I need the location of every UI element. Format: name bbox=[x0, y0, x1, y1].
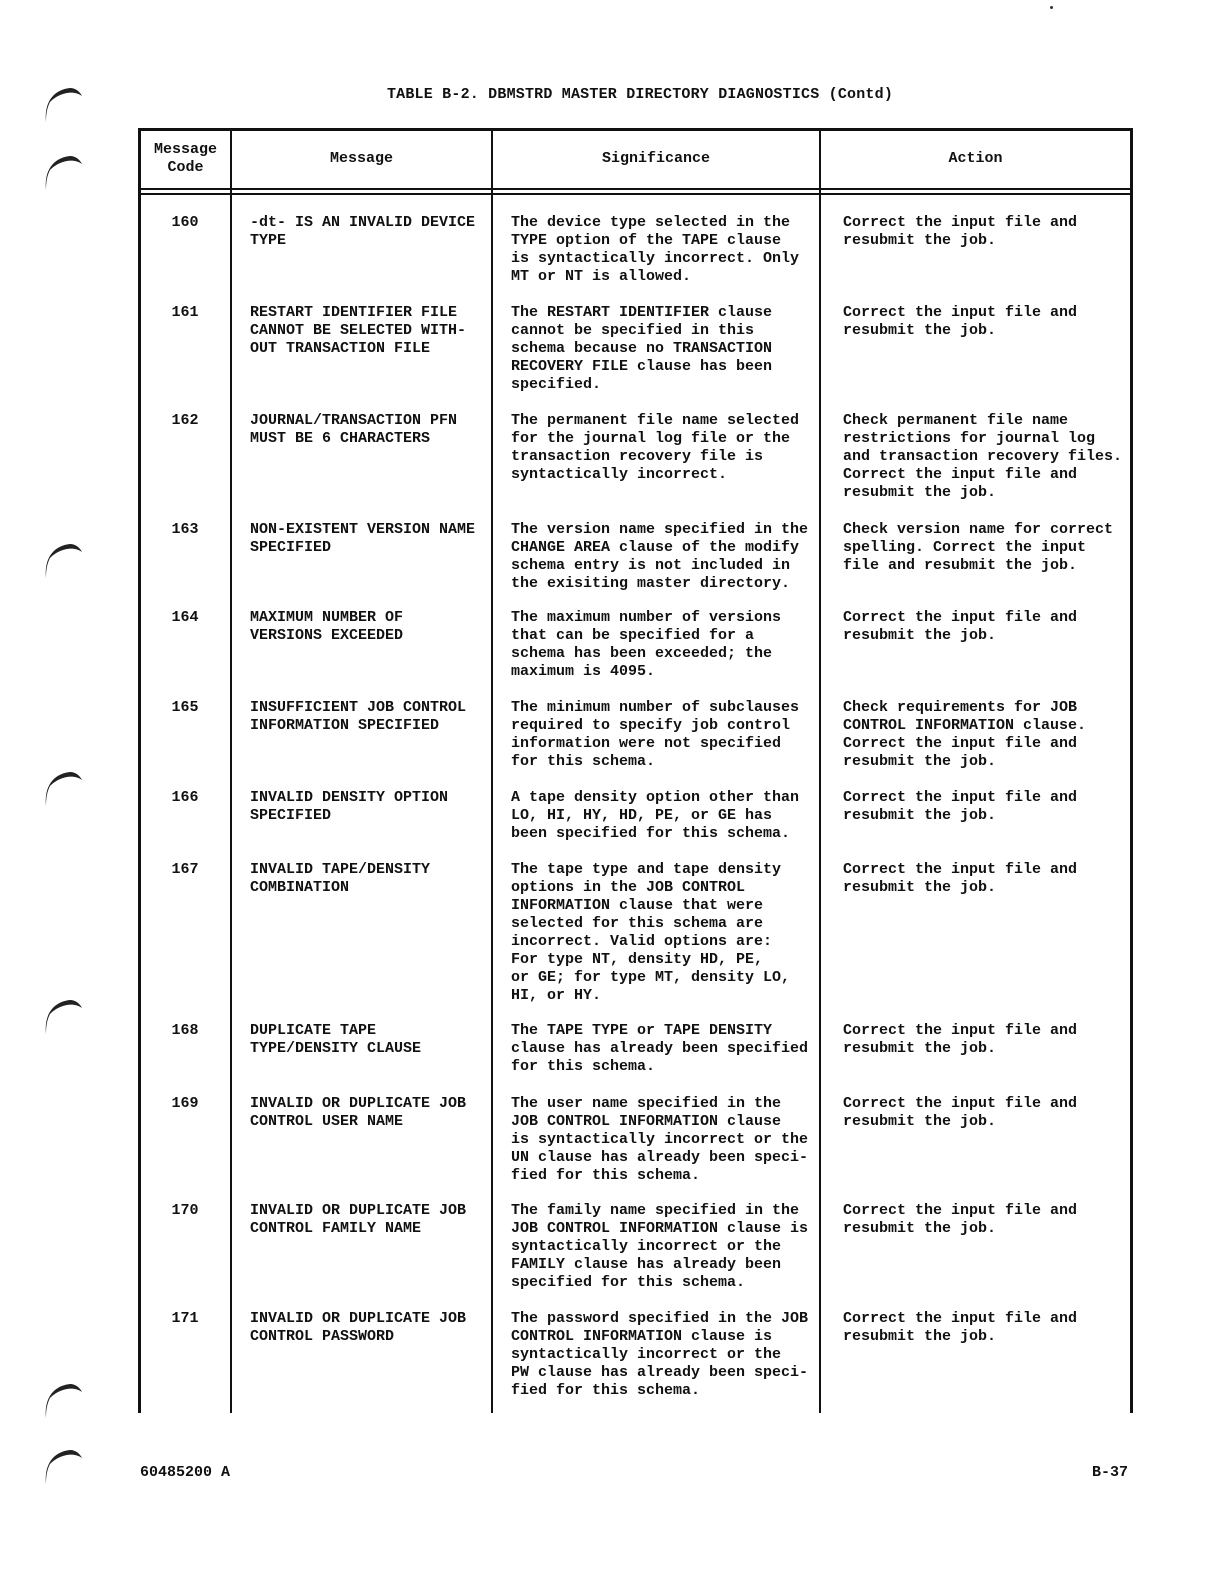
table-title: TABLE B-2. DBMSTRD MASTER DIRECTORY DIAGNOSTICS (Contd) bbox=[386, 86, 894, 103]
action-text: Correct the input file and resubmit the job. bbox=[843, 214, 1078, 249]
binder-hole-mark-icon bbox=[40, 994, 84, 1038]
significance-text: The maximum number of versions that can be specified for a schema has been exceeded; the maximum is 4095. bbox=[511, 609, 782, 680]
significance-text: The user name specified in the JOB CONTROL INFORMATION clause is syntactically incorrect or the UN clause has already been speci- fied for this schema. bbox=[511, 1095, 809, 1184]
action-text: Check permanent file name restrictions for journal log and transaction recovery files. Correct the input file and resubmit the job. bbox=[843, 412, 1123, 501]
significance-text: The TAPE TYPE or TAPE DENSITY clause has already been specified for this schema. bbox=[511, 1022, 809, 1075]
binder-hole-mark-icon bbox=[40, 1444, 84, 1488]
action-text: Correct the input file and resubmit the job. bbox=[843, 861, 1078, 896]
message-text: INSUFFICIENT JOB CONTROL INFORMATION SPECIFIED bbox=[250, 699, 467, 734]
message-code: 167 bbox=[171, 861, 199, 878]
action-text: Correct the input file and resubmit the job. bbox=[843, 1310, 1078, 1345]
significance-text: The tape type and tape density options in the JOB CONTROL INFORMATION clause that were selected for this schema are incorrect. Valid options are: For type NT, density HD, PE, or GE; for type MT, density LO, HI, or HY. bbox=[511, 861, 791, 1004]
significance-text: The RESTART IDENTIFIER clause cannot be specified in this schema because no TRANSACTION RECOVERY FILE clause has been specified. bbox=[511, 304, 773, 393]
message-text: INVALID OR DUPLICATE JOB CONTROL USER NAME bbox=[250, 1095, 467, 1130]
action-text: Correct the input file and resubmit the job. bbox=[843, 789, 1078, 824]
message-code: 168 bbox=[171, 1022, 199, 1039]
binder-hole-mark-icon bbox=[40, 150, 84, 194]
significance-text: The password specified in the JOB CONTROL INFORMATION clause is syntactically incorrect or the PW clause has already been speci- fied for this schema. bbox=[511, 1310, 809, 1399]
header-rule bbox=[138, 193, 1133, 195]
header-message: Message bbox=[329, 150, 393, 167]
action-text: Correct the input file and resubmit the job. bbox=[843, 1095, 1078, 1130]
message-code: 160 bbox=[171, 214, 199, 231]
document-number: 60485200 A bbox=[140, 1464, 231, 1481]
message-text: NON-EXISTENT VERSION NAME SPECIFIED bbox=[250, 521, 476, 556]
column-divider bbox=[491, 128, 493, 1413]
message-text: INVALID OR DUPLICATE JOB CONTROL FAMILY NAME bbox=[250, 1202, 467, 1237]
significance-text: A tape density option other than LO, HI, HY, HD, PE, or GE has been specified for this schema. bbox=[511, 789, 800, 842]
significance-text: The permanent file name selected for the journal log file or the transaction recovery file is syntactically incorrect. bbox=[511, 412, 800, 483]
binder-hole-mark-icon bbox=[40, 766, 84, 810]
action-text: Correct the input file and resubmit the job. bbox=[843, 304, 1078, 339]
significance-text: The family name specified in the JOB CONTROL INFORMATION clause is syntactically incorrect or the FAMILY clause has already been specified for this schema. bbox=[511, 1202, 809, 1291]
action-text: Correct the input file and resubmit the job. bbox=[843, 609, 1078, 644]
message-text: MAXIMUM NUMBER OF VERSIONS EXCEEDED bbox=[250, 609, 404, 644]
action-text: Check version name for correct spelling. Correct the input file and resubmit the job. bbox=[843, 521, 1114, 574]
action-text: Correct the input file and resubmit the job. bbox=[843, 1022, 1078, 1057]
message-code: 166 bbox=[171, 789, 199, 806]
message-code: 162 bbox=[171, 412, 199, 429]
message-text: JOURNAL/TRANSACTION PFN MUST BE 6 CHARACTERS bbox=[250, 412, 458, 447]
page-number: B-37 bbox=[1092, 1464, 1129, 1481]
message-code: 165 bbox=[171, 699, 199, 716]
message-text: -dt- IS AN INVALID DEVICE TYPE bbox=[250, 214, 476, 249]
message-code: 169 bbox=[171, 1095, 199, 1112]
message-text: INVALID TAPE/DENSITY COMBINATION bbox=[250, 861, 431, 896]
significance-text: The device type selected in the TYPE option of the TAPE clause is syntactically incorrect. Only MT or NT is allowed. bbox=[511, 214, 800, 285]
action-text: Check requirements for JOB CONTROL INFORMATION clause. Correct the input file and resubmit the job. bbox=[843, 699, 1087, 770]
speck bbox=[1050, 6, 1053, 9]
message-code: 171 bbox=[171, 1310, 199, 1327]
header-rule bbox=[138, 188, 1133, 190]
significance-text: The version name specified in the CHANGE AREA clause of the modify schema entry is not included in the exisiting master directory. bbox=[511, 521, 809, 592]
message-text: INVALID OR DUPLICATE JOB CONTROL PASSWORD bbox=[250, 1310, 467, 1345]
message-text: RESTART IDENTIFIER FILE CANNOT BE SELECTED WITH- OUT TRANSACTION FILE bbox=[250, 304, 467, 357]
header-message-code: Message Code bbox=[153, 141, 217, 176]
message-text: DUPLICATE TAPE TYPE/DENSITY CLAUSE bbox=[250, 1022, 422, 1057]
message-code: 170 bbox=[171, 1202, 199, 1219]
header-action: Action bbox=[948, 150, 1003, 167]
header-significance: Significance bbox=[601, 150, 711, 167]
message-code: 164 bbox=[171, 609, 199, 626]
significance-text: The minimum number of subclauses required to specify job control information were not specified for this schema. bbox=[511, 699, 800, 770]
column-divider bbox=[230, 128, 232, 1413]
message-text: INVALID DENSITY OPTION SPECIFIED bbox=[250, 789, 449, 824]
message-code: 163 bbox=[171, 521, 199, 538]
action-text: Correct the input file and resubmit the job. bbox=[843, 1202, 1078, 1237]
binder-hole-mark-icon bbox=[40, 538, 84, 582]
message-code: 161 bbox=[171, 304, 199, 321]
column-divider bbox=[819, 128, 821, 1413]
binder-hole-mark-icon bbox=[40, 1378, 84, 1422]
